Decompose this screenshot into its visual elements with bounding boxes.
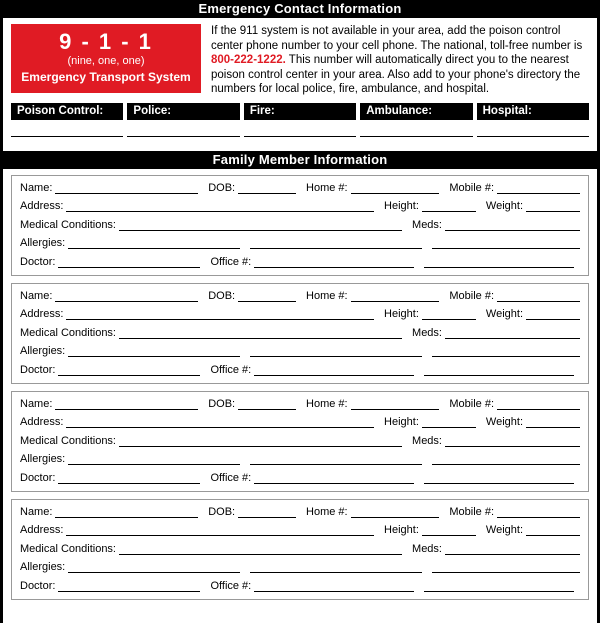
row-name xyxy=(20,506,580,518)
family-member-cards xyxy=(3,169,597,600)
label-office: Office #: xyxy=(210,471,252,484)
spacer xyxy=(3,137,597,151)
input-medical-conditions[interactable] xyxy=(119,327,402,339)
label-dob: DOB: xyxy=(208,397,236,410)
row-name xyxy=(20,290,580,302)
label-home: Home #: xyxy=(306,505,348,518)
label-address: Address: xyxy=(20,200,64,212)
input-address[interactable] xyxy=(66,416,374,428)
input-allergies-cont[interactable] xyxy=(250,561,422,573)
input-dob[interactable] xyxy=(238,290,296,302)
label-allergies: Allergies: xyxy=(20,345,66,357)
label-home: Home #: xyxy=(306,397,348,410)
input-doctor[interactable] xyxy=(58,472,200,484)
input-address[interactable] xyxy=(66,524,374,536)
phone-line-poison-control[interactable] xyxy=(11,136,123,137)
phone-label-police: Police: xyxy=(127,103,239,120)
row-address xyxy=(20,200,580,212)
phone-line-hospital[interactable] xyxy=(477,136,589,137)
phone-label-hospital: Hospital: xyxy=(477,103,589,120)
label-meds: Meds: xyxy=(412,326,442,339)
label-address: Address: xyxy=(20,416,64,428)
label-name: Name: xyxy=(20,181,53,194)
input-mobile[interactable] xyxy=(497,506,580,518)
input-allergies[interactable] xyxy=(68,237,240,249)
family-member-card xyxy=(11,283,589,384)
input-doctor-tail[interactable] xyxy=(424,472,574,484)
input-office[interactable] xyxy=(254,256,414,268)
input-weight[interactable] xyxy=(526,416,580,428)
input-home[interactable] xyxy=(351,290,440,302)
label-dob: DOB: xyxy=(208,181,236,194)
input-doctor-tail[interactable] xyxy=(424,580,574,592)
row-medical-conditions xyxy=(20,327,580,339)
emergency-phone-label-row xyxy=(3,99,597,120)
label-mobile: Mobile #: xyxy=(449,289,495,302)
label-mobile: Mobile #: xyxy=(449,505,495,518)
label-meds: Meds: xyxy=(412,218,442,231)
input-meds[interactable] xyxy=(445,327,580,339)
input-medical-conditions[interactable] xyxy=(119,543,402,555)
row-doctor xyxy=(20,580,580,592)
emergency-info-block xyxy=(3,18,597,99)
input-height[interactable] xyxy=(422,200,476,212)
input-height[interactable] xyxy=(422,416,476,428)
label-mobile: Mobile #: xyxy=(449,181,495,194)
input-allergies-cont[interactable] xyxy=(250,453,422,465)
input-name[interactable] xyxy=(55,182,198,194)
input-allergies-cont[interactable] xyxy=(250,237,422,249)
phone-label-poison-control: Poison Control: xyxy=(11,103,123,120)
label-meds: Meds: xyxy=(412,434,442,447)
poison-control-number: 800-222-1222. xyxy=(211,54,286,66)
input-allergies-tail[interactable] xyxy=(432,237,580,249)
family-member-card xyxy=(11,499,589,600)
emergency-section-title: Emergency Contact Information xyxy=(3,0,597,18)
input-allergies[interactable] xyxy=(68,561,240,573)
input-dob[interactable] xyxy=(238,506,296,518)
family-section-title: Family Member Information xyxy=(3,151,597,169)
badge-subtitle: Emergency Transport System xyxy=(21,70,191,84)
input-allergies-cont[interactable] xyxy=(250,345,422,357)
input-weight[interactable] xyxy=(526,524,580,536)
label-weight: Weight: xyxy=(485,308,523,320)
label-doctor: Doctor: xyxy=(20,579,56,592)
phone-label-ambulance: Ambulance: xyxy=(360,103,472,120)
input-weight[interactable] xyxy=(526,200,580,212)
label-medical-conditions: Medical Conditions: xyxy=(20,326,116,339)
label-height: Height: xyxy=(384,524,419,536)
phone-line-police[interactable] xyxy=(127,136,239,137)
label-medical-conditions: Medical Conditions: xyxy=(20,434,116,447)
row-medical-conditions xyxy=(20,435,580,447)
row-allergies xyxy=(20,561,580,573)
input-allergies[interactable] xyxy=(68,453,240,465)
input-office[interactable] xyxy=(254,364,414,376)
label-dob: DOB: xyxy=(208,505,236,518)
row-medical-conditions xyxy=(20,219,580,231)
label-weight: Weight: xyxy=(485,524,523,536)
emergency-phone-write-lines xyxy=(3,136,597,137)
input-mobile[interactable] xyxy=(497,290,580,302)
label-allergies: Allergies: xyxy=(20,561,66,573)
label-height: Height: xyxy=(384,200,419,212)
input-medical-conditions[interactable] xyxy=(119,435,402,447)
input-weight[interactable] xyxy=(526,308,580,320)
phone-line-fire[interactable] xyxy=(244,136,356,137)
input-meds[interactable] xyxy=(445,219,580,231)
input-office[interactable] xyxy=(254,580,414,592)
input-meds[interactable] xyxy=(445,435,580,447)
row-doctor xyxy=(20,472,580,484)
label-office: Office #: xyxy=(210,363,252,376)
input-dob[interactable] xyxy=(238,398,296,410)
input-doctor[interactable] xyxy=(58,256,200,268)
label-doctor: Doctor: xyxy=(20,363,56,376)
input-allergies[interactable] xyxy=(68,345,240,357)
label-allergies: Allergies: xyxy=(20,453,66,465)
family-member-card xyxy=(11,391,589,492)
label-name: Name: xyxy=(20,397,53,410)
label-medical-conditions: Medical Conditions: xyxy=(20,542,116,555)
row-allergies xyxy=(20,237,580,249)
label-height: Height: xyxy=(384,416,419,428)
label-office: Office #: xyxy=(210,579,252,592)
phone-line-ambulance[interactable] xyxy=(360,136,472,137)
input-address[interactable] xyxy=(66,308,374,320)
label-weight: Weight: xyxy=(485,416,523,428)
row-doctor xyxy=(20,256,580,268)
label-dob: DOB: xyxy=(208,289,236,302)
row-name xyxy=(20,398,580,410)
input-allergies-tail[interactable] xyxy=(432,345,580,357)
input-height[interactable] xyxy=(422,308,476,320)
input-meds[interactable] xyxy=(445,543,580,555)
input-doctor-tail[interactable] xyxy=(424,256,574,268)
input-mobile[interactable] xyxy=(497,398,580,410)
row-allergies xyxy=(20,345,580,357)
input-dob[interactable] xyxy=(238,182,296,194)
label-weight: Weight: xyxy=(485,200,523,212)
label-address: Address: xyxy=(20,524,64,536)
input-doctor-tail[interactable] xyxy=(424,364,574,376)
family-member-card xyxy=(11,175,589,276)
row-address xyxy=(20,416,580,428)
paragraph-part-1: If the 911 system is not available in your area, add the poison control center phone number to your cell phone. The national, toll-free number is xyxy=(211,25,583,52)
row-medical-conditions xyxy=(20,543,580,555)
label-name: Name: xyxy=(20,289,53,302)
label-height: Height: xyxy=(384,308,419,320)
label-home: Home #: xyxy=(306,289,348,302)
row-allergies xyxy=(20,453,580,465)
input-height[interactable] xyxy=(422,524,476,536)
input-medical-conditions[interactable] xyxy=(119,219,402,231)
input-home[interactable] xyxy=(351,398,440,410)
row-address xyxy=(20,308,580,320)
input-mobile[interactable] xyxy=(497,182,580,194)
label-doctor: Doctor: xyxy=(20,255,56,268)
row-doctor xyxy=(20,364,580,376)
label-meds: Meds: xyxy=(412,542,442,555)
input-office[interactable] xyxy=(254,472,414,484)
label-mobile: Mobile #: xyxy=(449,397,495,410)
label-doctor: Doctor: xyxy=(20,471,56,484)
label-name: Name: xyxy=(20,505,53,518)
input-home[interactable] xyxy=(351,182,440,194)
row-address xyxy=(20,524,580,536)
input-allergies-tail[interactable] xyxy=(432,561,580,573)
input-doctor[interactable] xyxy=(58,364,200,376)
input-allergies-tail[interactable] xyxy=(432,453,580,465)
input-doctor[interactable] xyxy=(58,580,200,592)
input-home[interactable] xyxy=(351,506,440,518)
label-home: Home #: xyxy=(306,181,348,194)
label-allergies: Allergies: xyxy=(20,237,66,249)
input-name[interactable] xyxy=(55,398,198,410)
emergency-paragraph xyxy=(201,24,589,97)
input-name[interactable] xyxy=(55,506,198,518)
emergency-911-badge xyxy=(11,24,201,93)
label-office: Office #: xyxy=(210,255,252,268)
row-name xyxy=(20,182,580,194)
paragraph-part-2: This number will automatically direct you to the nearest poison control center in your area. Also add to your phone's directory the numbers for local police, fire, ambulance, and hospital. xyxy=(211,54,581,95)
label-address: Address: xyxy=(20,308,64,320)
input-name[interactable] xyxy=(55,290,198,302)
badge-spelled: (nine, one, one) xyxy=(67,55,145,67)
input-address[interactable] xyxy=(66,200,374,212)
phone-label-fire: Fire: xyxy=(244,103,356,120)
badge-number: 9 - 1 - 1 xyxy=(59,29,153,54)
label-medical-conditions: Medical Conditions: xyxy=(20,218,116,231)
